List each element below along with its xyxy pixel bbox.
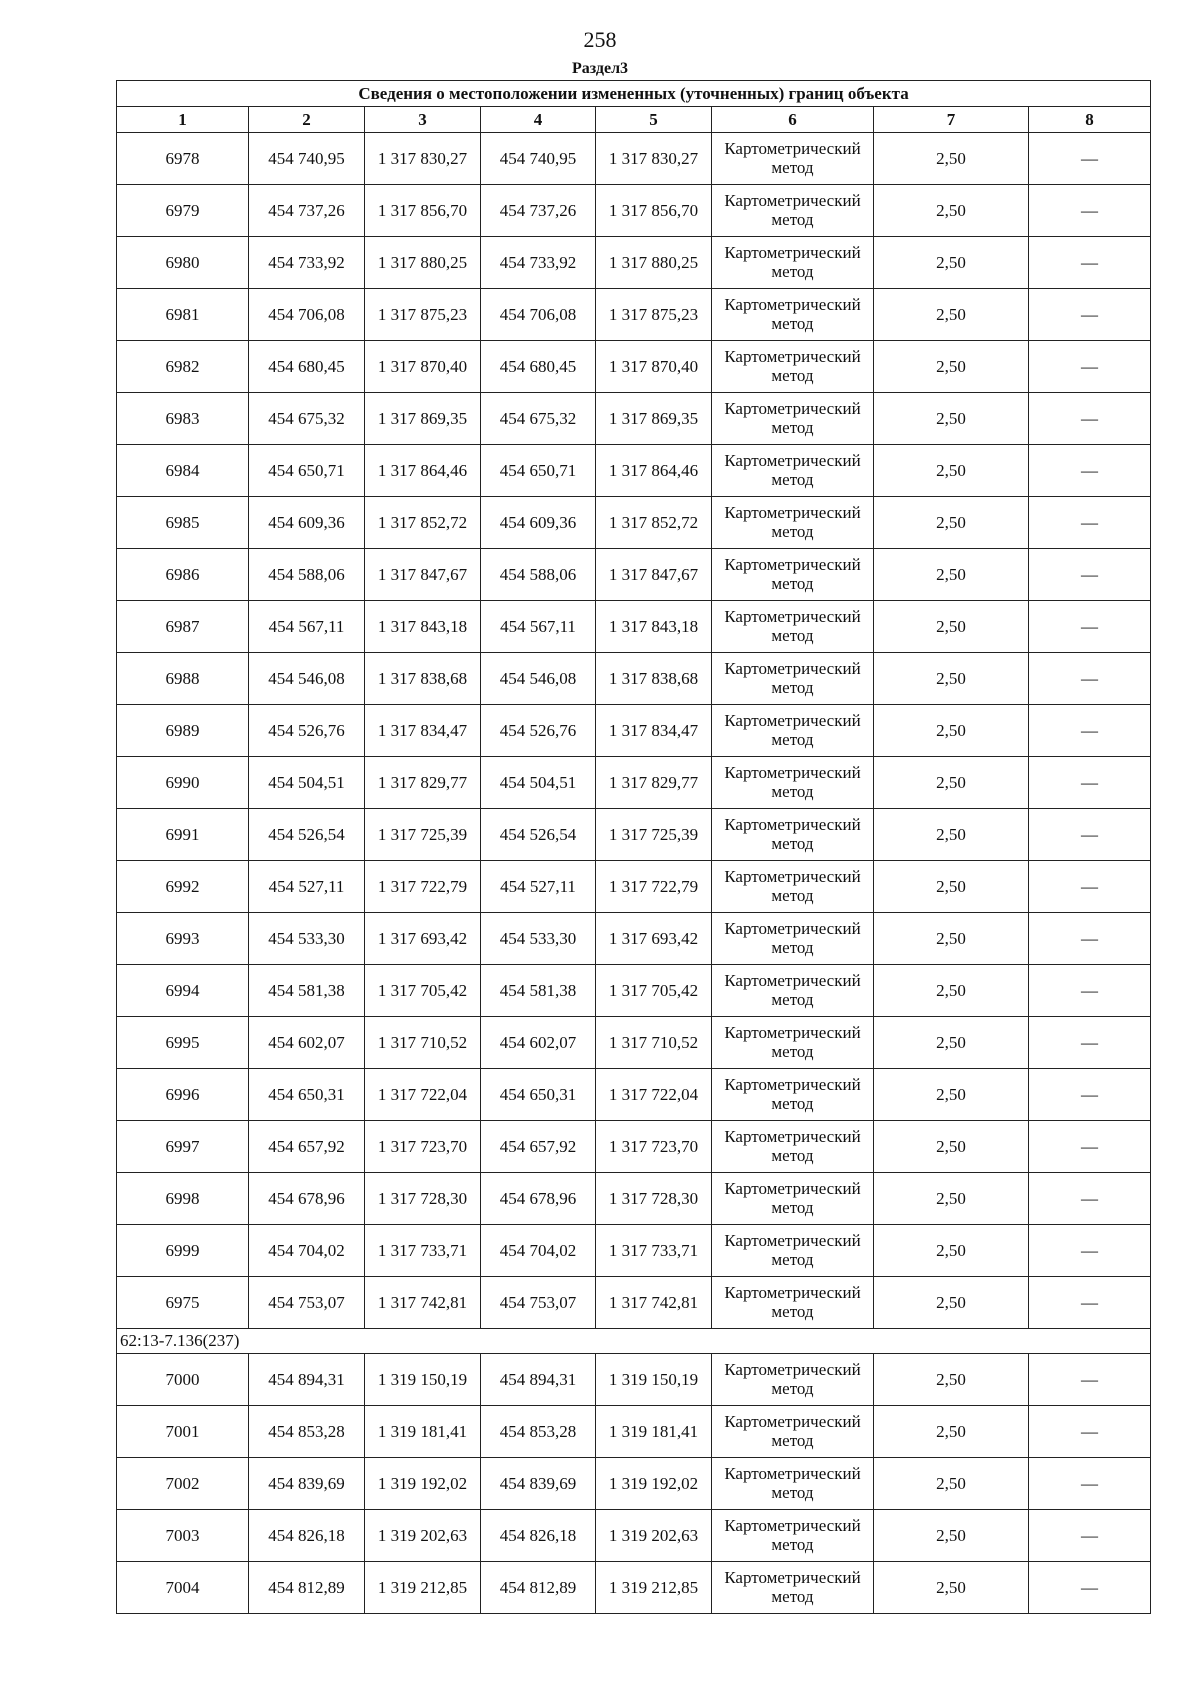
table-caption-row	[117, 81, 1151, 107]
y-coordinate-cell: 1 317 834,47	[596, 705, 712, 757]
x-coordinate-cell: 454 853,28	[249, 1406, 365, 1458]
column-header: 4	[481, 107, 596, 133]
accuracy-cell: 2,50	[874, 653, 1029, 705]
x-coordinate-cell: 454 812,89	[249, 1562, 365, 1614]
point-number-cell: 6994	[117, 965, 249, 1017]
column-header: 2	[249, 107, 365, 133]
point-number-cell: 6979	[117, 185, 249, 237]
x-coordinate-cell: 454 533,30	[249, 913, 365, 965]
point-number-cell: 6996	[117, 1069, 249, 1121]
x-coordinate-cell: 454 526,76	[481, 705, 596, 757]
point-number-cell: 6993	[117, 913, 249, 965]
point-number-cell: 7000	[117, 1354, 249, 1406]
x-coordinate-cell: 454 504,51	[481, 757, 596, 809]
y-coordinate-cell: 1 317 875,23	[596, 289, 712, 341]
y-coordinate-cell: 1 317 728,30	[596, 1173, 712, 1225]
table-row	[117, 1121, 1151, 1173]
y-coordinate-cell: 1 317 723,70	[365, 1121, 481, 1173]
x-coordinate-cell: 454 657,92	[249, 1121, 365, 1173]
table-row	[117, 861, 1151, 913]
accuracy-cell: 2,50	[874, 1069, 1029, 1121]
y-coordinate-cell: 1 319 202,63	[365, 1510, 481, 1562]
method-cell: Картометрический метод	[712, 601, 874, 653]
table-row	[117, 809, 1151, 861]
x-coordinate-cell: 454 567,11	[481, 601, 596, 653]
x-coordinate-cell: 454 839,69	[481, 1458, 596, 1510]
point-number-cell: 6995	[117, 1017, 249, 1069]
y-coordinate-cell: 1 317 829,77	[365, 757, 481, 809]
coordinates-table	[116, 80, 1151, 1614]
table-row	[117, 445, 1151, 497]
point-number-cell: 6986	[117, 549, 249, 601]
note-cell: —	[1029, 809, 1151, 861]
accuracy-cell: 2,50	[874, 237, 1029, 289]
y-coordinate-cell: 1 317 847,67	[596, 549, 712, 601]
y-coordinate-cell: 1 317 870,40	[365, 341, 481, 393]
accuracy-cell: 2,50	[874, 497, 1029, 549]
table-row	[117, 965, 1151, 1017]
point-number-cell: 6978	[117, 133, 249, 185]
y-coordinate-cell: 1 317 722,79	[596, 861, 712, 913]
method-cell: Картометрический метод	[712, 653, 874, 705]
y-coordinate-cell: 1 317 710,52	[365, 1017, 481, 1069]
y-coordinate-cell: 1 317 742,81	[365, 1277, 481, 1329]
x-coordinate-cell: 454 675,32	[249, 393, 365, 445]
method-cell: Картометрический метод	[712, 1069, 874, 1121]
note-cell: —	[1029, 1017, 1151, 1069]
x-coordinate-cell: 454 894,31	[481, 1354, 596, 1406]
x-coordinate-cell: 454 546,08	[249, 653, 365, 705]
note-cell: —	[1029, 913, 1151, 965]
table-row	[117, 497, 1151, 549]
section-title: Раздел3	[571, 60, 629, 77]
x-coordinate-cell: 454 675,32	[481, 393, 596, 445]
accuracy-cell: 2,50	[874, 913, 1029, 965]
accuracy-cell: 2,50	[874, 393, 1029, 445]
x-coordinate-cell: 454 704,02	[249, 1225, 365, 1277]
x-coordinate-cell: 454 753,07	[249, 1277, 365, 1329]
x-coordinate-cell: 454 602,07	[481, 1017, 596, 1069]
table-row	[117, 1562, 1151, 1614]
y-coordinate-cell: 1 319 212,85	[596, 1562, 712, 1614]
y-coordinate-cell: 1 317 722,04	[596, 1069, 712, 1121]
point-number-cell: 6984	[117, 445, 249, 497]
x-coordinate-cell: 454 826,18	[481, 1510, 596, 1562]
y-coordinate-cell: 1 317 843,18	[365, 601, 481, 653]
accuracy-cell: 2,50	[874, 861, 1029, 913]
point-number-cell: 7004	[117, 1562, 249, 1614]
accuracy-cell: 2,50	[874, 757, 1029, 809]
method-cell: Картометрический метод	[712, 1354, 874, 1406]
note-cell: —	[1029, 185, 1151, 237]
point-number-cell: 6999	[117, 1225, 249, 1277]
y-coordinate-cell: 1 317 856,70	[365, 185, 481, 237]
column-header: 7	[874, 107, 1029, 133]
table-row	[117, 341, 1151, 393]
accuracy-cell: 2,50	[874, 705, 1029, 757]
y-coordinate-cell: 1 317 742,81	[596, 1277, 712, 1329]
note-cell: —	[1029, 497, 1151, 549]
x-coordinate-cell: 454 588,06	[481, 549, 596, 601]
x-coordinate-cell: 454 678,96	[481, 1173, 596, 1225]
accuracy-cell: 2,50	[874, 1354, 1029, 1406]
column-header-row	[117, 107, 1151, 133]
y-coordinate-cell: 1 319 150,19	[596, 1354, 712, 1406]
x-coordinate-cell: 454 737,26	[249, 185, 365, 237]
x-coordinate-cell: 454 733,92	[481, 237, 596, 289]
point-number-cell: 6982	[117, 341, 249, 393]
y-coordinate-cell: 1 319 150,19	[365, 1354, 481, 1406]
column-header: 8	[1029, 107, 1151, 133]
y-coordinate-cell: 1 317 847,67	[365, 549, 481, 601]
method-cell: Картометрический метод	[712, 965, 874, 1017]
method-cell: Картометрический метод	[712, 1458, 874, 1510]
note-cell: —	[1029, 1406, 1151, 1458]
y-coordinate-cell: 1 317 722,79	[365, 861, 481, 913]
note-cell: —	[1029, 237, 1151, 289]
table-row	[117, 1354, 1151, 1406]
y-coordinate-cell: 1 317 880,25	[596, 237, 712, 289]
accuracy-cell: 2,50	[874, 1562, 1029, 1614]
note-cell: —	[1029, 705, 1151, 757]
y-coordinate-cell: 1 317 705,42	[596, 965, 712, 1017]
point-number-cell: 6987	[117, 601, 249, 653]
y-coordinate-cell: 1 317 856,70	[596, 185, 712, 237]
point-number-cell: 7001	[117, 1406, 249, 1458]
x-coordinate-cell: 454 526,54	[249, 809, 365, 861]
accuracy-cell: 2,50	[874, 549, 1029, 601]
table-row	[117, 1406, 1151, 1458]
method-cell: Картометрический метод	[712, 1017, 874, 1069]
method-cell: Картометрический метод	[712, 393, 874, 445]
note-cell: —	[1029, 965, 1151, 1017]
table-row	[117, 1173, 1151, 1225]
x-coordinate-cell: 454 650,71	[249, 445, 365, 497]
x-coordinate-cell: 454 650,31	[249, 1069, 365, 1121]
table-row	[117, 653, 1151, 705]
x-coordinate-cell: 454 581,38	[249, 965, 365, 1017]
x-coordinate-cell: 454 650,71	[481, 445, 596, 497]
point-number-cell: 6991	[117, 809, 249, 861]
table-row	[117, 237, 1151, 289]
y-coordinate-cell: 1 317 875,23	[365, 289, 481, 341]
x-coordinate-cell: 454 680,45	[481, 341, 596, 393]
x-coordinate-cell: 454 527,11	[249, 861, 365, 913]
y-coordinate-cell: 1 317 723,70	[596, 1121, 712, 1173]
x-coordinate-cell: 454 733,92	[249, 237, 365, 289]
x-coordinate-cell: 454 650,31	[481, 1069, 596, 1121]
accuracy-cell: 2,50	[874, 133, 1029, 185]
y-coordinate-cell: 1 317 693,42	[596, 913, 712, 965]
method-cell: Картометрический метод	[712, 1225, 874, 1277]
column-header: 3	[365, 107, 481, 133]
point-number-cell: 7002	[117, 1458, 249, 1510]
x-coordinate-cell: 454 526,54	[481, 809, 596, 861]
method-cell: Картометрический метод	[712, 341, 874, 393]
x-coordinate-cell: 454 894,31	[249, 1354, 365, 1406]
y-coordinate-cell: 1 317 834,47	[365, 705, 481, 757]
x-coordinate-cell: 454 546,08	[481, 653, 596, 705]
x-coordinate-cell: 454 839,69	[249, 1458, 365, 1510]
x-coordinate-cell: 454 588,06	[249, 549, 365, 601]
table-row	[117, 133, 1151, 185]
method-cell: Картометрический метод	[712, 549, 874, 601]
y-coordinate-cell: 1 319 212,85	[365, 1562, 481, 1614]
point-number-cell: 6988	[117, 653, 249, 705]
table-row	[117, 393, 1151, 445]
y-coordinate-cell: 1 317 733,71	[365, 1225, 481, 1277]
table-row	[117, 185, 1151, 237]
y-coordinate-cell: 1 317 725,39	[365, 809, 481, 861]
y-coordinate-cell: 1 319 192,02	[596, 1458, 712, 1510]
method-cell: Картометрический метод	[712, 133, 874, 185]
table-row	[117, 705, 1151, 757]
column-header: 6	[712, 107, 874, 133]
page-number: 258	[583, 27, 617, 52]
x-coordinate-cell: 454 567,11	[249, 601, 365, 653]
x-coordinate-cell: 454 678,96	[249, 1173, 365, 1225]
note-cell: —	[1029, 1225, 1151, 1277]
y-coordinate-cell: 1 317 722,04	[365, 1069, 481, 1121]
method-cell: Картометрический метод	[712, 445, 874, 497]
y-coordinate-cell: 1 317 705,42	[365, 965, 481, 1017]
x-coordinate-cell: 454 706,08	[481, 289, 596, 341]
table-row	[117, 601, 1151, 653]
y-coordinate-cell: 1 317 864,46	[365, 445, 481, 497]
method-cell: Картометрический метод	[712, 1406, 874, 1458]
y-coordinate-cell: 1 317 829,77	[596, 757, 712, 809]
accuracy-cell: 2,50	[874, 601, 1029, 653]
y-coordinate-cell: 1 317 843,18	[596, 601, 712, 653]
accuracy-cell: 2,50	[874, 289, 1029, 341]
column-header: 5	[596, 107, 712, 133]
note-cell: —	[1029, 1562, 1151, 1614]
note-cell: —	[1029, 1354, 1151, 1406]
table-row	[117, 913, 1151, 965]
accuracy-cell: 2,50	[874, 341, 1029, 393]
point-number-cell: 6980	[117, 237, 249, 289]
y-coordinate-cell: 1 317 838,68	[596, 653, 712, 705]
y-coordinate-cell: 1 317 869,35	[596, 393, 712, 445]
note-cell: —	[1029, 1173, 1151, 1225]
method-cell: Картометрический метод	[712, 185, 874, 237]
x-coordinate-cell: 454 504,51	[249, 757, 365, 809]
x-coordinate-cell: 454 812,89	[481, 1562, 596, 1614]
note-cell: —	[1029, 757, 1151, 809]
method-cell: Картометрический метод	[712, 1121, 874, 1173]
x-coordinate-cell: 454 657,92	[481, 1121, 596, 1173]
accuracy-cell: 2,50	[874, 1173, 1029, 1225]
point-number-cell: 6997	[117, 1121, 249, 1173]
y-coordinate-cell: 1 317 869,35	[365, 393, 481, 445]
y-coordinate-cell: 1 317 710,52	[596, 1017, 712, 1069]
point-number-cell: 6998	[117, 1173, 249, 1225]
table-row	[117, 1225, 1151, 1277]
method-cell: Картометрический метод	[712, 1562, 874, 1614]
y-coordinate-cell: 1 317 852,72	[596, 497, 712, 549]
note-cell: —	[1029, 133, 1151, 185]
table-caption: Сведения о местоположении измененных (уточненных) границ объекта	[117, 81, 1151, 107]
accuracy-cell: 2,50	[874, 1458, 1029, 1510]
point-number-cell: 6975	[117, 1277, 249, 1329]
y-coordinate-cell: 1 317 733,71	[596, 1225, 712, 1277]
point-number-cell: 7003	[117, 1510, 249, 1562]
x-coordinate-cell: 454 737,26	[481, 185, 596, 237]
note-cell: —	[1029, 1121, 1151, 1173]
point-number-cell: 6983	[117, 393, 249, 445]
x-coordinate-cell: 454 826,18	[249, 1510, 365, 1562]
accuracy-cell: 2,50	[874, 1121, 1029, 1173]
x-coordinate-cell: 454 740,95	[481, 133, 596, 185]
note-cell: —	[1029, 1510, 1151, 1562]
y-coordinate-cell: 1 319 181,41	[365, 1406, 481, 1458]
method-cell: Картометрический метод	[712, 1510, 874, 1562]
note-cell: —	[1029, 861, 1151, 913]
y-coordinate-cell: 1 317 830,27	[596, 133, 712, 185]
accuracy-cell: 2,50	[874, 1277, 1029, 1329]
point-number-cell: 6985	[117, 497, 249, 549]
method-cell: Картометрический метод	[712, 705, 874, 757]
method-cell: Картометрический метод	[712, 497, 874, 549]
point-number-cell: 6989	[117, 705, 249, 757]
x-coordinate-cell: 454 853,28	[481, 1406, 596, 1458]
y-coordinate-cell: 1 317 870,40	[596, 341, 712, 393]
accuracy-cell: 2,50	[874, 185, 1029, 237]
note-cell: —	[1029, 1069, 1151, 1121]
accuracy-cell: 2,50	[874, 1017, 1029, 1069]
x-coordinate-cell: 454 581,38	[481, 965, 596, 1017]
point-number-cell: 6981	[117, 289, 249, 341]
y-coordinate-cell: 1 317 852,72	[365, 497, 481, 549]
y-coordinate-cell: 1 317 725,39	[596, 809, 712, 861]
x-coordinate-cell: 454 533,30	[481, 913, 596, 965]
y-coordinate-cell: 1 317 880,25	[365, 237, 481, 289]
method-cell: Картометрический метод	[712, 1277, 874, 1329]
y-coordinate-cell: 1 317 864,46	[596, 445, 712, 497]
method-cell: Картометрический метод	[712, 289, 874, 341]
y-coordinate-cell: 1 319 202,63	[596, 1510, 712, 1562]
y-coordinate-cell: 1 317 693,42	[365, 913, 481, 965]
table-row	[117, 1069, 1151, 1121]
accuracy-cell: 2,50	[874, 809, 1029, 861]
note-cell: —	[1029, 549, 1151, 601]
table-row	[117, 1510, 1151, 1562]
x-coordinate-cell: 454 609,36	[481, 497, 596, 549]
x-coordinate-cell: 454 753,07	[481, 1277, 596, 1329]
accuracy-cell: 2,50	[874, 1406, 1029, 1458]
y-coordinate-cell: 1 317 830,27	[365, 133, 481, 185]
x-coordinate-cell: 454 526,76	[249, 705, 365, 757]
column-header: 1	[117, 107, 249, 133]
note-cell: —	[1029, 445, 1151, 497]
x-coordinate-cell: 454 706,08	[249, 289, 365, 341]
x-coordinate-cell: 454 704,02	[481, 1225, 596, 1277]
method-cell: Картометрический метод	[712, 237, 874, 289]
method-cell: Картометрический метод	[712, 809, 874, 861]
accuracy-cell: 2,50	[874, 1510, 1029, 1562]
table-row	[117, 757, 1151, 809]
x-coordinate-cell: 454 740,95	[249, 133, 365, 185]
accuracy-cell: 2,50	[874, 445, 1029, 497]
x-coordinate-cell: 454 527,11	[481, 861, 596, 913]
method-cell: Картометрический метод	[712, 913, 874, 965]
group-label: 62:13-7.136(237)	[117, 1329, 1151, 1354]
y-coordinate-cell: 1 319 192,02	[365, 1458, 481, 1510]
group-row	[117, 1329, 1151, 1354]
table-row	[117, 1017, 1151, 1069]
point-number-cell: 6990	[117, 757, 249, 809]
table-row	[117, 1277, 1151, 1329]
note-cell: —	[1029, 601, 1151, 653]
accuracy-cell: 2,50	[874, 965, 1029, 1017]
note-cell: —	[1029, 393, 1151, 445]
method-cell: Картометрический метод	[712, 757, 874, 809]
table-row	[117, 1458, 1151, 1510]
x-coordinate-cell: 454 609,36	[249, 497, 365, 549]
y-coordinate-cell: 1 317 728,30	[365, 1173, 481, 1225]
note-cell: —	[1029, 341, 1151, 393]
note-cell: —	[1029, 653, 1151, 705]
table-row	[117, 289, 1151, 341]
table-body	[117, 81, 1151, 1614]
note-cell: —	[1029, 1277, 1151, 1329]
y-coordinate-cell: 1 317 838,68	[365, 653, 481, 705]
method-cell: Картометрический метод	[712, 861, 874, 913]
x-coordinate-cell: 454 602,07	[249, 1017, 365, 1069]
point-number-cell: 6992	[117, 861, 249, 913]
note-cell: —	[1029, 289, 1151, 341]
note-cell: —	[1029, 1458, 1151, 1510]
y-coordinate-cell: 1 319 181,41	[596, 1406, 712, 1458]
method-cell: Картометрический метод	[712, 1173, 874, 1225]
accuracy-cell: 2,50	[874, 1225, 1029, 1277]
x-coordinate-cell: 454 680,45	[249, 341, 365, 393]
table-row	[117, 549, 1151, 601]
